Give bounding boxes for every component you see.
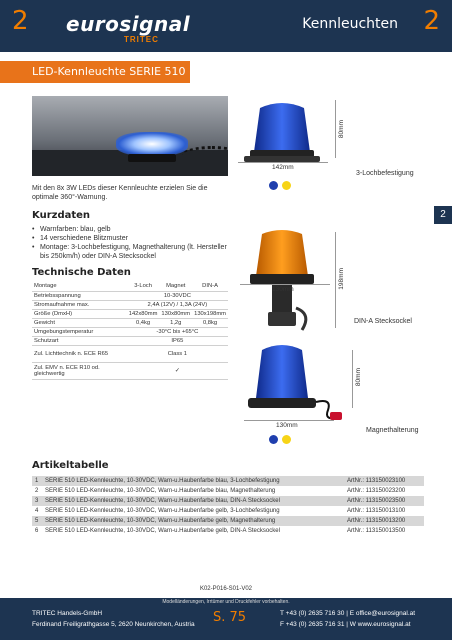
dim-width: 142mm [272, 164, 294, 171]
page-footer [0, 598, 452, 640]
document-code: K02-P016-S01-V02 [199, 586, 253, 592]
kurzdaten-list [32, 225, 232, 261]
company-address: Ferdinand Freiligrathgasse 5, 2620 Neunkirchen, Austria [32, 621, 195, 628]
list-item: • Montage: 3-Lochbefestigung, Magnethalterung (lt. Hersteller bis 250km/h) oder DIN-A Stecksockel [32, 243, 232, 261]
side-chapter-tab: 2 [434, 206, 452, 224]
product-caption: 3-Lochbefestigung [356, 170, 414, 177]
table-row: Schutzart IP65 [32, 336, 228, 345]
company-name: TRITEC Handels-GmbH [32, 610, 103, 617]
table-row: 5 SERIE 510 LED-Kennleuchte, 10-30VDC, Warn-u.Haubenfarbe gelb, Magnethalterung ArtNr.: 113150013200 [32, 516, 424, 526]
table-row: Umgebungstemperatur -30°C bis +65°C [32, 327, 228, 336]
table-row: Zul. Lichttechnik n. ECE R65 Class 1 [32, 345, 228, 362]
page-header [0, 0, 452, 52]
table-row: 2 SERIE 510 LED-Kennleuchte, 10-30VDC, Warn-u.Haubenfarbe blau, Magnethalterung ArtNr.: 113150023200 [35, 488, 406, 494]
brand-logo: eurosignal [66, 12, 191, 36]
dim-height: 198mm [338, 268, 345, 290]
color-dot-yellow [282, 435, 291, 444]
brand-sub: TRITEC [124, 35, 159, 44]
list-item: • 14 verschiedene Blitzmuster [32, 234, 232, 243]
product-photo [32, 96, 228, 176]
table-row: 1 SERIE 510 LED-Kennleuchte, 10-30VDC, Warn-u.Haubenfarbe blau, 3-Lochbefestigung ArtNr.: 113150023100 [32, 476, 424, 486]
table-row: Gewicht 0,4kg 1,2g 0,8kg [32, 318, 228, 327]
page-number-right: 2 [423, 6, 440, 36]
table-row: 4 SERIE 510 LED-Kennleuchte, 10-30VDC, Warn-u.Haubenfarbe gelb, 3-Lochbefestigung ArtNr.: 113150013100 [35, 508, 406, 514]
table-row: Zul. EMV n. ECE R10 od. gleichwertig ✓ [32, 362, 228, 379]
technische-daten-heading: Technische Daten [32, 267, 131, 278]
blue-light-glow [116, 132, 188, 156]
contact-phone-email: T +43 (0) 2635 716 30 | E office@eurosignal.at [280, 610, 416, 617]
dim-width: 130mm [272, 286, 294, 293]
color-dot-yellow [282, 181, 291, 190]
contact-fax-web: F +43 (0) 2635 716 31 | W www.eurosignal.at [280, 621, 411, 628]
disclaimer: Modelländerungen, Irrtümer und Druckfehler vorbehalten. [162, 599, 290, 605]
section-title-bar [0, 61, 190, 83]
product-magnet [232, 340, 422, 450]
color-dot-blue [269, 181, 278, 190]
table-row: 6 SERIE 510 LED-Kennleuchte, 10-30VDC, Warn-u.Haubenfarbe gelb, DIN-A Stecksockel ArtNr.: 113150013500 [35, 528, 406, 534]
intro-text: Mit den 8x 3W LEDs dieser Kennleuchte erzielen Sie die optimale 360°-Warnung. [32, 185, 208, 201]
product-caption: Magnethalterung [366, 427, 419, 434]
page-number: S. 75 [213, 610, 247, 625]
list-item: • Warnfarben: blau, gelb [32, 225, 232, 234]
table-row: Montage 3-Loch Magnet DIN-A [32, 282, 228, 291]
artikel-table [32, 476, 424, 536]
product-din-a [232, 228, 422, 338]
dim-height: 80mm [355, 368, 362, 387]
check-icon: ✓ [127, 362, 228, 379]
artikeltabelle-heading: Artikeltabelle [32, 460, 109, 471]
kurzdaten-heading: Kurzdaten [32, 210, 91, 221]
product-caption: DIN-A Stecksockel [354, 318, 412, 325]
dim-width: 130mm [276, 422, 298, 429]
product-3-loch [232, 96, 422, 190]
table-row: 3 SERIE 510 LED-Kennleuchte, 10-30VDC, Warn-u.Haubenfarbe blau, DIN-A Stecksockel ArtNr.: 113150023500 [32, 496, 424, 506]
section-title: LED-Kennleuchte SERIE 510 [32, 65, 186, 78]
dim-height: 80mm [338, 120, 345, 139]
page-number-left: 2 [12, 6, 29, 36]
chapter-title: Kennleuchten [302, 16, 398, 32]
color-dot-blue [269, 435, 278, 444]
table-row: Größe (DmxH) 142x80mm 130x80mm 130x198mm [34, 310, 226, 317]
table-row: Stromaufnahme max. 2,4A (12V) / 1,3A (24V) [32, 300, 228, 309]
beacon-blue-image [232, 100, 332, 170]
table-row: Betriebsspannung 10-30VDC [32, 291, 228, 300]
beacon-amber-image [232, 228, 332, 338]
technische-daten-table [32, 282, 228, 380]
